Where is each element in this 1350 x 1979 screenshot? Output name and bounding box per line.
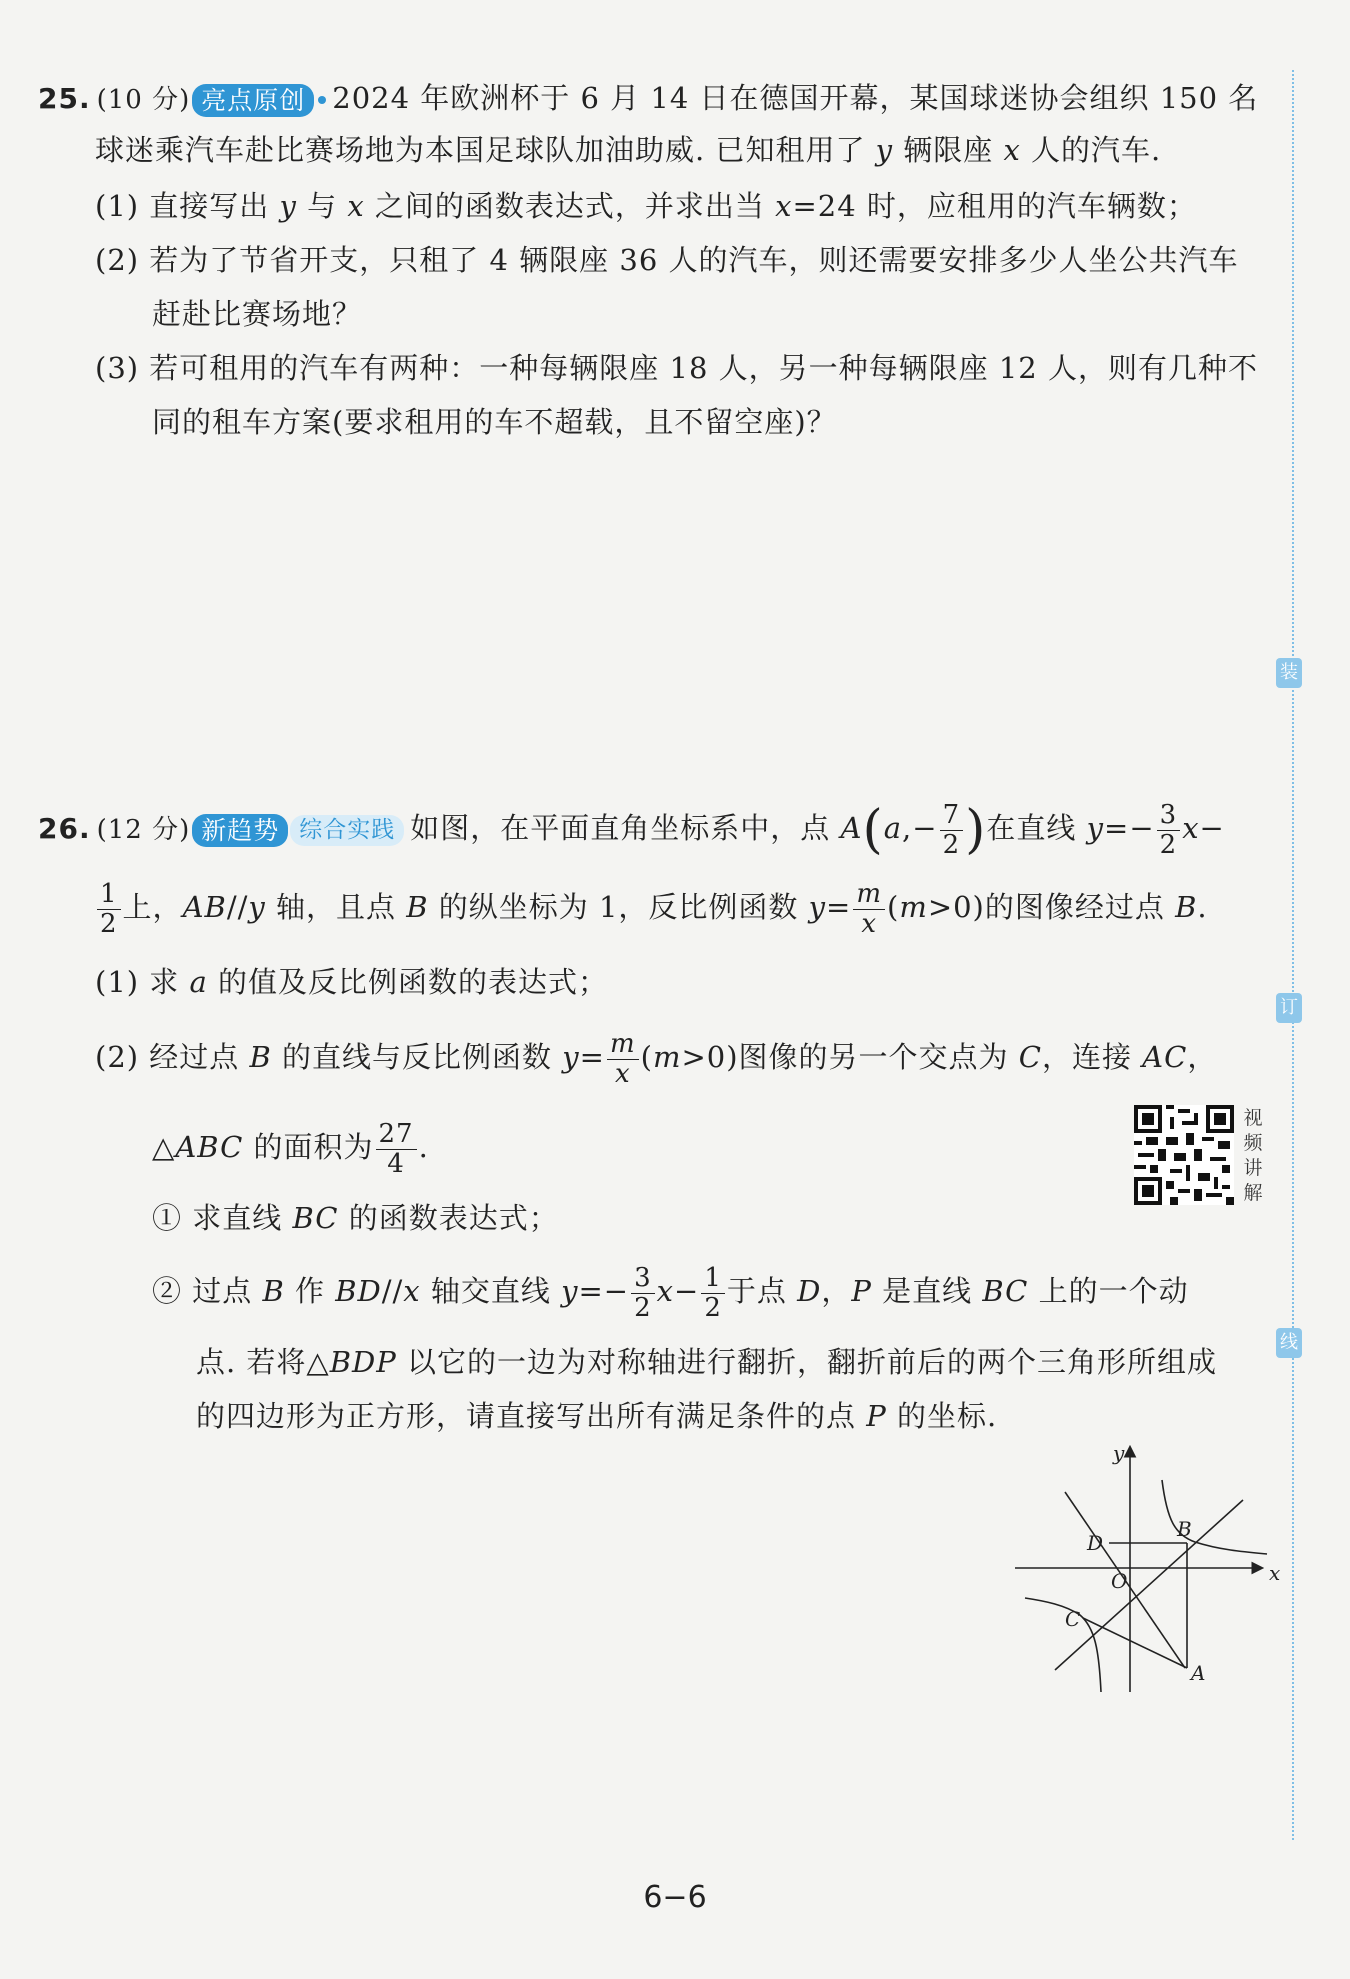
text: − — [674, 1274, 700, 1308]
badge-dot-icon — [318, 96, 326, 104]
label-C: C — [1065, 1607, 1081, 1631]
label-O: O — [1111, 1569, 1128, 1593]
text: = — [826, 890, 852, 924]
q25-part2-cont: 赶赴比赛场地？ — [152, 297, 363, 331]
q25-part2: (2) 若为了节省开支，只租了 4 辆限座 36 人的汽车，则还需要安排多少人坐公共汽车 — [95, 243, 1239, 277]
var: y — [562, 1040, 580, 1074]
fraction — [376, 1120, 417, 1179]
text: 与 — [296, 189, 348, 223]
var: BDP — [329, 1345, 397, 1379]
fraction — [1157, 801, 1181, 860]
text: =24 时，应租用的汽车辆数； — [792, 189, 1197, 223]
text: ,− — [902, 811, 938, 845]
var: x — [347, 189, 365, 223]
line-BC — [1055, 1500, 1243, 1670]
text: △ — [152, 1130, 176, 1164]
var: y — [1086, 811, 1105, 845]
qr-label — [1240, 1106, 1266, 1206]
var: P — [851, 1274, 872, 1308]
text: ( — [886, 890, 900, 924]
text: . — [418, 1130, 429, 1164]
text: 轴交直线 — [420, 1274, 562, 1308]
q26-sub1 — [152, 1198, 559, 1238]
label-D: D — [1087, 1531, 1104, 1555]
var: y — [248, 890, 266, 924]
text: (1) 直接写出 — [95, 189, 280, 223]
text: = — [579, 1040, 605, 1074]
q26-badge-trend: 新趋势 — [192, 814, 288, 847]
q26-sub2-line3 — [196, 1396, 997, 1436]
var: B — [406, 890, 429, 924]
var: a — [189, 965, 208, 999]
denominator: x — [861, 908, 877, 939]
text: ，连接 — [1041, 1040, 1143, 1074]
text: 的函数表达式； — [338, 1201, 559, 1235]
var: x — [1182, 811, 1200, 845]
text: 的坐标. — [886, 1399, 998, 1433]
denominator: 2 — [942, 829, 961, 860]
text: =− — [1104, 811, 1155, 845]
text: 的面积为 — [243, 1130, 374, 1164]
var: D — [797, 1274, 822, 1308]
binding-dotted-line — [1292, 70, 1294, 1840]
side-tab-xian: 线 — [1276, 1328, 1302, 1358]
q26-part2 — [95, 1022, 1217, 1092]
var: B — [1175, 890, 1198, 924]
var: x — [656, 1274, 674, 1308]
text: >0)图像的另一个交点为 — [681, 1040, 1019, 1074]
text: 是直线 — [871, 1274, 983, 1308]
label-x: x — [1269, 1561, 1281, 1585]
fraction — [940, 801, 964, 860]
var: B — [249, 1040, 272, 1074]
var: BC — [982, 1274, 1029, 1308]
var: AC — [1142, 1040, 1188, 1074]
q25-line1 — [38, 78, 1258, 120]
numerator: m — [853, 880, 885, 910]
numerator: 7 — [940, 801, 964, 831]
text: 作 — [284, 1274, 336, 1308]
text: >0)的图像经过点 — [927, 890, 1176, 924]
q25-points: (10 分) — [96, 85, 191, 115]
fraction — [631, 1264, 655, 1323]
text: 上的一个动 — [1028, 1274, 1189, 1308]
text: (1) 求 — [95, 965, 190, 999]
text: 球迷乘汽车赴比赛场地为本国足球队加油助威. 已知租用了 — [95, 133, 876, 167]
denominator: 2 — [100, 908, 118, 939]
denominator: x — [614, 1058, 631, 1089]
var: y — [561, 1274, 579, 1308]
q26-number: 26. — [38, 812, 91, 845]
text: ① 求直线 — [152, 1201, 293, 1235]
text: 的直线与反比例函数 — [271, 1040, 563, 1074]
fraction — [97, 880, 121, 939]
text: 人的汽车. — [1020, 133, 1162, 167]
text: 如图，在平面直角坐标系中，点 — [410, 811, 841, 845]
text: 点. 若将△ — [196, 1345, 330, 1379]
text: 的值及反比例函数的表达式； — [207, 965, 609, 999]
q26-line1 — [38, 788, 1225, 868]
var: m — [899, 890, 928, 924]
coordinate-figure — [1005, 1440, 1285, 1700]
q26-area — [152, 1112, 429, 1182]
text: 辆限座 — [893, 133, 1004, 167]
q25-part1 — [95, 186, 1197, 226]
var: m — [652, 1040, 682, 1074]
var: x — [775, 189, 793, 223]
text: 于点 — [726, 1274, 798, 1308]
text: 在直线 — [986, 811, 1087, 845]
text: (2) 经过点 — [95, 1040, 250, 1074]
label-A: A — [1191, 1661, 1206, 1685]
text: // — [381, 1274, 404, 1308]
numerator: 3 — [631, 1264, 655, 1294]
var: A — [840, 811, 863, 845]
numerator: 1 — [97, 880, 121, 910]
numerator: 1 — [701, 1264, 725, 1294]
var: C — [1018, 1040, 1042, 1074]
text: ② 过点 — [152, 1274, 263, 1308]
var: P — [866, 1399, 887, 1433]
fraction — [607, 1030, 639, 1089]
denominator: 2 — [1159, 829, 1178, 860]
numerator: 3 — [1157, 801, 1181, 831]
qr-label-char: 讲 — [1243, 1157, 1263, 1179]
label-B: B — [1177, 1517, 1192, 1541]
side-tab-ding: 订 — [1276, 993, 1302, 1023]
q26-badge-practice: 综合实践 — [290, 815, 404, 846]
text: 以它的一边为对称轴进行翻折，翻折前后的两个三角形所组成 — [396, 1345, 1218, 1379]
var: BD — [335, 1274, 382, 1308]
text: 轴，且点 — [265, 890, 407, 924]
text: . — [1197, 890, 1208, 924]
denominator: 2 — [704, 1292, 722, 1323]
qr-label-char: 视 — [1243, 1107, 1263, 1129]
text: 之间的函数表达式，并求出当 — [364, 189, 776, 223]
q25-part3: (3) 若可租用的汽车有两种：一种每辆限座 18 人，另一种每辆限座 12 人，则有几种不 — [95, 351, 1258, 385]
qr-label-char: 频 — [1243, 1132, 1263, 1154]
fraction — [701, 1264, 725, 1323]
q25-text: 2024 年欧洲杯于 6 月 14 日在德国开幕，某国球迷协会组织 150 名 — [332, 81, 1259, 115]
hyperbola-branch-2 — [1025, 1598, 1101, 1692]
fraction — [853, 880, 885, 939]
q26-part1 — [95, 962, 608, 1002]
text: // — [226, 890, 249, 924]
q26-sub2-line2 — [196, 1342, 1217, 1382]
numerator: m — [607, 1030, 639, 1060]
text: =− — [578, 1274, 630, 1308]
q25-number: 25. — [38, 82, 91, 115]
paren-open: ( — [862, 800, 884, 860]
label-y: y — [1113, 1441, 1125, 1465]
var: AB — [182, 890, 227, 924]
var: y — [279, 189, 297, 223]
numerator: 27 — [376, 1120, 417, 1150]
q25-line2 — [95, 130, 1161, 170]
q25-badge: 亮点原创 — [192, 84, 314, 117]
q25-part3-cont: 同的租车方案(要求租用的车不超载，且不留空座)？ — [152, 405, 837, 439]
text: 上， — [122, 890, 183, 924]
denominator: 2 — [634, 1292, 652, 1323]
var: x — [403, 1274, 421, 1308]
q26-sub2 — [152, 1256, 1189, 1326]
qr-code-icon[interactable] — [1134, 1105, 1234, 1205]
var: B — [262, 1274, 285, 1308]
paren-close: ) — [965, 800, 987, 860]
side-tab-zhuang: 装 — [1276, 658, 1302, 688]
text: 的四边形为正方形，请直接写出所有满足条件的点 — [196, 1399, 867, 1433]
text: ， — [821, 1274, 852, 1308]
qr-label-char: 解 — [1243, 1182, 1263, 1204]
text: − — [1199, 811, 1225, 845]
denominator: 4 — [387, 1148, 405, 1179]
var: BC — [292, 1201, 339, 1235]
var: y — [808, 890, 827, 924]
text: ( — [640, 1040, 653, 1074]
var: a — [883, 811, 903, 845]
text: 的纵坐标为 1，反比例函数 — [428, 890, 809, 924]
var: ABC — [175, 1130, 244, 1164]
text: ， — [1187, 1040, 1218, 1074]
var: y — [875, 133, 894, 167]
var: x — [1003, 133, 1021, 167]
q26-points: (12 分) — [96, 815, 191, 845]
q26-line2 — [95, 872, 1208, 942]
page-number: 6−6 — [643, 1880, 707, 1915]
